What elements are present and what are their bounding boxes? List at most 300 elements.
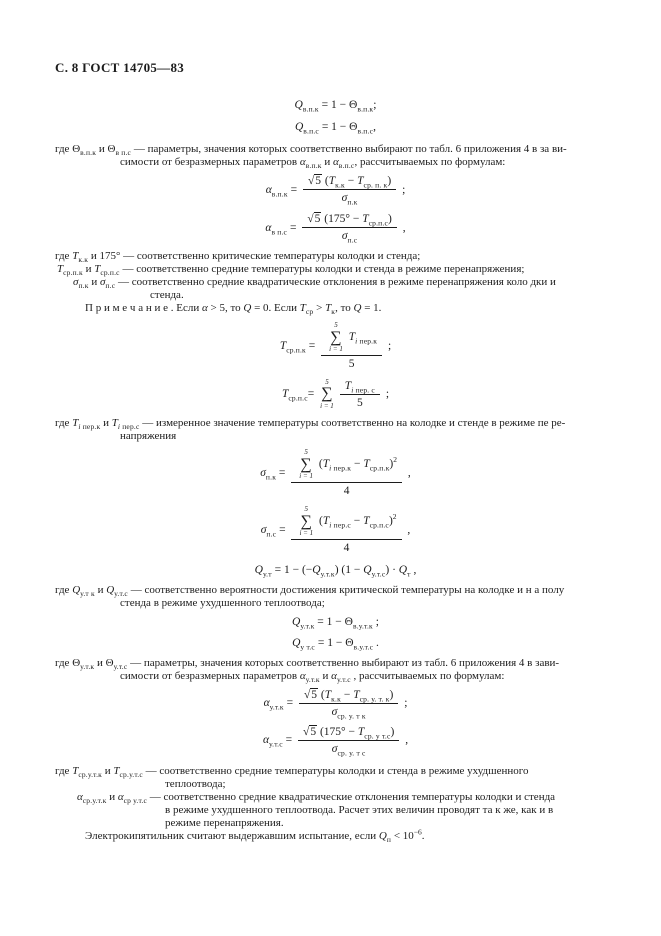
var-base: Q: [292, 615, 301, 628]
math-text: ;: [382, 388, 390, 401]
var-base: T: [362, 213, 369, 225]
sum-upper-limit: 5: [334, 321, 338, 329]
subscript: п.к: [78, 281, 89, 291]
subscript: в п.с: [115, 148, 132, 158]
math-var: [94, 263, 120, 278]
math-var: [299, 302, 314, 317]
var-base: T: [299, 302, 306, 314]
math-var: [261, 523, 277, 537]
sum-upper-limit: 5: [325, 377, 329, 386]
subscript: ср. у. т с: [337, 748, 366, 758]
paragraph-line: [55, 827, 616, 844]
paragraph-line: [55, 765, 616, 778]
var-base: α: [299, 156, 306, 168]
superscript: 2: [392, 512, 397, 522]
math-var: [362, 213, 388, 228]
math-text: = 1 −: [318, 99, 350, 111]
math-text: теплоотвода;: [165, 777, 226, 790]
math-text: где: [55, 656, 73, 669]
subscript: [78, 423, 100, 432]
var-base: T: [324, 688, 332, 701]
numerator: [302, 212, 396, 228]
subscript: ср.у.т.к: [82, 795, 107, 805]
paragraph-line: [55, 584, 616, 597]
subscript: у.т.с: [336, 674, 351, 684]
math-text: где: [55, 143, 73, 155]
math-text: ) ·: [385, 563, 399, 576]
math-text: где: [55, 250, 73, 262]
subscript: в.п.к: [80, 148, 97, 158]
subscript: в п.с: [271, 226, 288, 236]
formula: [55, 98, 616, 112]
subscript: в.п.к: [302, 104, 319, 114]
subscript: [355, 336, 377, 345]
math-text: =: [276, 467, 289, 480]
var-base: Q: [72, 583, 81, 596]
subscript: у т.с: [300, 642, 315, 652]
radicand: 5: [314, 213, 321, 225]
var-base: T: [111, 417, 118, 430]
fraction: [321, 321, 382, 371]
numerator: [303, 174, 396, 190]
math-text: стенда в режиме ухудшенного теплоотвода;: [120, 596, 325, 609]
subscript: [351, 385, 375, 394]
math-var: [72, 584, 95, 596]
subscript: ср: [305, 307, 314, 317]
var-base: Θ: [345, 636, 354, 649]
page-header: С. 8 ГОСТ 14705—83: [55, 60, 185, 75]
paragraph-line: [55, 276, 616, 289]
subscript: у.т.к: [305, 674, 320, 684]
subscript: в.п.к: [357, 104, 374, 114]
math-var: [57, 263, 83, 278]
denominator: [344, 540, 350, 555]
paragraph-line: [55, 289, 616, 302]
var-base: σ: [260, 523, 267, 536]
math-var: [331, 670, 351, 682]
sum-upper-limit: 5: [304, 505, 309, 514]
var-base: Q: [294, 99, 303, 111]
subscript: в.у.т.с: [353, 642, 374, 652]
math-text: =: [287, 183, 300, 196]
math-var: [111, 417, 140, 432]
formula: [55, 688, 616, 719]
var-base: Q: [292, 636, 301, 649]
math-var: [292, 615, 314, 629]
math-text: =: [307, 388, 318, 401]
math-var: [72, 657, 94, 669]
math-var: [295, 120, 319, 134]
subscript: ср.п.с: [369, 520, 389, 530]
subscript: в.п.к: [271, 188, 288, 198]
fraction: [340, 379, 380, 410]
paragraph: [55, 250, 616, 315]
sqrt-radical: √5: [303, 725, 317, 738]
var-base: T: [357, 175, 364, 187]
math-text: — соответственно средние квадратические отклонения температуры колодки и стенда: [146, 790, 556, 803]
var-base: пер.к: [80, 422, 101, 432]
math-text: (: [315, 458, 323, 471]
var-base: T: [94, 263, 101, 275]
math-text: , рассчитываемых по формулам:: [350, 669, 505, 682]
math-text: 4: [343, 485, 350, 498]
subscript: п: [386, 834, 392, 844]
math-text: П р и м е ч а н и е . Если: [85, 302, 202, 314]
var-base: i: [117, 422, 121, 432]
math-text: и: [321, 156, 334, 168]
math-text: ,: [402, 734, 409, 747]
var-base: i: [329, 463, 332, 473]
math-text: и: [319, 669, 332, 682]
math-var: [295, 98, 319, 112]
math-var: [72, 417, 101, 432]
paragraph: [55, 417, 616, 443]
subscript: п.с: [105, 281, 116, 291]
math-text: ): [387, 213, 392, 225]
var-base: Θ: [72, 143, 81, 155]
sqrt-radical: √5: [303, 688, 318, 701]
var-base: Q: [363, 563, 372, 576]
var-base: T: [72, 250, 79, 262]
math-var: [106, 657, 128, 669]
paragraph-line: [55, 657, 616, 670]
subscript: к.к: [78, 255, 89, 265]
sum-operator: [320, 378, 334, 411]
var-base: σ: [331, 705, 338, 718]
paragraph-line: [55, 670, 616, 683]
math-var: [332, 520, 351, 529]
var-base: σ: [73, 276, 79, 288]
math-text: =: [276, 523, 289, 536]
denominator: [344, 483, 350, 498]
var-base: Q: [378, 829, 387, 842]
math-text: = 1 −: [314, 636, 346, 649]
var-base: T: [281, 388, 289, 401]
var-base: σ: [260, 467, 266, 480]
math-text: — соответственно средние квадратические отклонения в режиме перенапряжения коло дки и: [115, 276, 556, 288]
var-base: α: [263, 697, 270, 710]
math-var: [263, 733, 283, 747]
math-text: 5: [357, 396, 363, 409]
math-text: −: [350, 515, 364, 528]
math-text: = 1.: [361, 302, 382, 314]
math-text: ;: [385, 339, 392, 352]
math-var: [312, 563, 334, 577]
math-var: [357, 336, 377, 345]
math-text: =: [282, 734, 296, 747]
math-text: −: [340, 688, 354, 701]
subscript: т: [407, 569, 411, 579]
math-var: [333, 156, 355, 171]
subscript: в.п.с: [338, 161, 355, 171]
var-base: α: [333, 156, 339, 168]
var-base: i: [329, 520, 332, 530]
formula: [55, 448, 616, 498]
paragraph: [55, 765, 616, 843]
subscript: у.т.к: [300, 621, 315, 631]
math-var: [363, 563, 385, 577]
denominator: [332, 704, 366, 719]
math-text: = 0. Если: [251, 302, 300, 314]
var-base: T: [353, 688, 360, 701]
math-text: ): [388, 515, 393, 528]
subscript: ср. у. т к: [337, 711, 366, 721]
math-var: [399, 563, 411, 577]
formula: [55, 212, 616, 243]
math-var: [349, 98, 373, 112]
subscript: у.т.к: [269, 702, 284, 712]
sum-lower-limit: i = 1: [299, 472, 313, 481]
math-var: [265, 221, 287, 235]
numerator: [298, 725, 399, 741]
var-base: Q: [254, 563, 263, 576]
var-base: Θ: [105, 656, 114, 669]
numerator: [291, 505, 401, 540]
formula: [55, 563, 616, 577]
math-var: [299, 156, 322, 171]
numerator: [340, 379, 380, 395]
math-text: = 1 − (−: [271, 563, 313, 576]
subscript: ср.п.к: [369, 463, 390, 473]
var-base: пер.с: [120, 422, 140, 432]
var-base: пер.к: [331, 463, 352, 473]
sigma-icon: ∑: [330, 328, 342, 346]
math-var: [292, 636, 315, 650]
math-var: [341, 192, 358, 207]
sum-lower-limit: i = 1: [299, 529, 314, 537]
superscript: −6: [413, 827, 422, 837]
radicand: 5: [315, 175, 321, 187]
math-text: = 1 −: [314, 615, 345, 628]
math-text: , то: [335, 302, 354, 314]
subscript: ср у.т.с: [123, 795, 147, 805]
math-var: [106, 584, 128, 596]
paragraph: [55, 584, 616, 610]
math-text: напряжения: [120, 430, 177, 443]
math-var: [113, 765, 142, 777]
formula: [55, 725, 616, 756]
paragraph-line: [55, 263, 616, 276]
sum-lower-limit: i = 1: [320, 401, 334, 410]
var-base: i: [351, 384, 354, 394]
math-var: [280, 339, 306, 353]
var-base: σ: [99, 276, 106, 288]
var-base: Q: [398, 563, 408, 576]
numerator: [299, 688, 398, 704]
math-var: [322, 515, 351, 530]
math-var: [322, 458, 352, 473]
var-base: α: [77, 790, 83, 803]
var-base: Q: [106, 583, 115, 596]
var-base: T: [357, 725, 365, 738]
paragraph: [55, 657, 616, 683]
paragraph-line: [55, 430, 616, 443]
math-text: ;: [401, 697, 408, 710]
math-text: =: [305, 339, 319, 352]
math-text: .: [373, 636, 379, 649]
var-base: i: [355, 336, 358, 346]
paragraph-line: [55, 156, 616, 169]
paragraph-line: [55, 597, 616, 610]
var-base: Q: [294, 121, 304, 133]
denominator: [332, 741, 366, 756]
var-base: T: [72, 417, 79, 430]
math-text: (175° −: [317, 725, 358, 738]
math-text: ,: [405, 467, 411, 480]
math-text: < 10: [391, 829, 414, 842]
math-var: [331, 705, 366, 721]
paragraph: [55, 143, 616, 169]
math-text: (175° −: [321, 213, 363, 225]
math-text: ;: [399, 183, 406, 196]
subscript: ср. у т.с: [364, 731, 391, 741]
paragraph-line: [55, 804, 616, 817]
fraction: [298, 725, 399, 756]
subscript: у.т к: [80, 588, 95, 598]
math-text: и: [88, 276, 100, 288]
var-base: α: [201, 302, 208, 314]
radicand: 5: [311, 688, 318, 701]
var-base: T: [113, 764, 120, 777]
math-text: — соответственно средние температуры колодки и стенда в режиме ухудшенного: [142, 764, 529, 777]
subscript: ср.п.к: [286, 345, 306, 355]
subscript: ср.п.к: [63, 268, 83, 278]
math-var: [99, 276, 116, 291]
subscript: у.т.с: [113, 661, 128, 671]
subscript: п.к: [347, 197, 358, 207]
fraction: [291, 505, 401, 555]
math-var: [282, 387, 308, 401]
math-text: режиме перенапряжения.: [165, 816, 284, 829]
formula: [55, 636, 616, 650]
math-text: и: [106, 790, 118, 803]
numerator: [291, 448, 402, 483]
math-var: [345, 615, 373, 629]
denominator: [349, 356, 355, 371]
superscript: 2: [393, 455, 398, 465]
fraction: [299, 688, 398, 719]
subscript: в.п.к: [305, 161, 322, 171]
sqrt-radical: √5: [307, 213, 321, 225]
denominator: [357, 395, 363, 410]
math-var: [354, 385, 375, 394]
math-text: Электрокипятильник считают выдержавшим испытание, если: [85, 829, 379, 842]
var-base: Θ: [107, 143, 116, 155]
var-base: T: [344, 379, 352, 392]
var-base: T: [72, 764, 79, 777]
subscript: ср. п. к: [363, 180, 388, 190]
math-var: [300, 670, 320, 682]
math-text: 5: [348, 357, 355, 370]
math-text: — соответственно средние температуры колодки и стенда в режиме перенапряжения;: [119, 263, 525, 275]
var-base: T: [328, 175, 336, 187]
math-text: симости от безразмерных параметров: [120, 156, 300, 168]
math-text: = 1 −: [318, 121, 350, 133]
subscript: п.с: [347, 235, 358, 245]
math-text: — параметры, значения которых соответственно выбирают по табл. 6 приложения 4 в за ви-: [131, 143, 567, 155]
math-text: — соответственно вероятности достижения критической температуры на колодке и н а полу: [127, 583, 565, 596]
math-text: и 175° — соответственно критические температуры колодки и стенда;: [88, 250, 421, 262]
document-content: [55, 98, 616, 843]
formula: [55, 378, 616, 411]
denominator: [342, 190, 358, 205]
math-text: в режиме ухудшенного теплоотвода. Расчет этих величин проводят та к же, как и в: [165, 803, 554, 816]
math-text: (: [318, 688, 325, 701]
math-var: [357, 175, 388, 190]
math-var: [266, 183, 288, 197]
var-base: σ: [341, 192, 348, 204]
math-var: [328, 175, 345, 190]
sigma-icon: ∑: [321, 385, 333, 403]
var-base: T: [322, 458, 330, 471]
var-base: α: [265, 183, 272, 196]
paragraph-line: [55, 417, 616, 430]
math-var: [363, 458, 390, 473]
subscript: п.к: [265, 472, 277, 482]
var-base: Q: [243, 302, 252, 314]
math-var: [107, 143, 132, 158]
math-var: [345, 636, 373, 650]
math-text: ): [390, 725, 395, 738]
paragraph-line: [55, 817, 616, 830]
math-var: [73, 276, 89, 291]
math-text: 4: [343, 541, 350, 554]
var-base: Q: [353, 302, 362, 314]
var-base: T: [322, 515, 330, 528]
paragraph-line: [55, 778, 616, 791]
subscript: у.т.с: [371, 569, 386, 579]
var-base: Θ: [344, 615, 353, 628]
math-text: — параметры, значения которых соответственно выбирают из табл. 6 приложения 4 в зави-: [127, 656, 560, 669]
math-text: и: [82, 263, 95, 275]
var-base: T: [348, 330, 356, 343]
sum-operator: [299, 448, 313, 481]
math-text: ;: [372, 615, 379, 628]
math-text: ) (1 −: [334, 563, 364, 576]
math-text: и: [94, 583, 107, 596]
math-var: [379, 830, 391, 842]
math-text: ;: [373, 99, 377, 111]
radicand: 5: [310, 725, 317, 738]
math-var: [77, 791, 106, 803]
math-var: [324, 688, 341, 704]
subscript: ср. у. т. к: [359, 694, 390, 704]
sigma-icon: ∑: [300, 456, 312, 474]
math-var: [118, 791, 147, 803]
subscript: к.к: [331, 694, 341, 704]
var-base: T: [325, 302, 332, 314]
var-base: T: [363, 458, 370, 471]
math-text: — измеренное значение температуры соответственно на колодке и стенде в режиме пе ре-: [139, 417, 566, 430]
subscript: у.т: [262, 569, 272, 579]
subscript: у.т.к: [80, 661, 95, 671]
math-text: ): [389, 688, 394, 701]
subscript: [329, 520, 351, 529]
sum-operator: [299, 505, 313, 538]
math-var: [331, 742, 366, 758]
math-var: [348, 330, 378, 346]
math-var: [72, 143, 97, 158]
subscript: к.к: [335, 180, 345, 190]
sum-lower-limit: i = 1: [329, 344, 343, 353]
var-base: α: [265, 221, 272, 234]
formula: [55, 505, 616, 555]
var-base: пер. с: [353, 384, 375, 394]
math-text: и: [102, 764, 114, 777]
math-text: где: [55, 764, 73, 777]
math-text: и: [96, 143, 108, 155]
subscript: ср.п.с: [288, 393, 308, 403]
